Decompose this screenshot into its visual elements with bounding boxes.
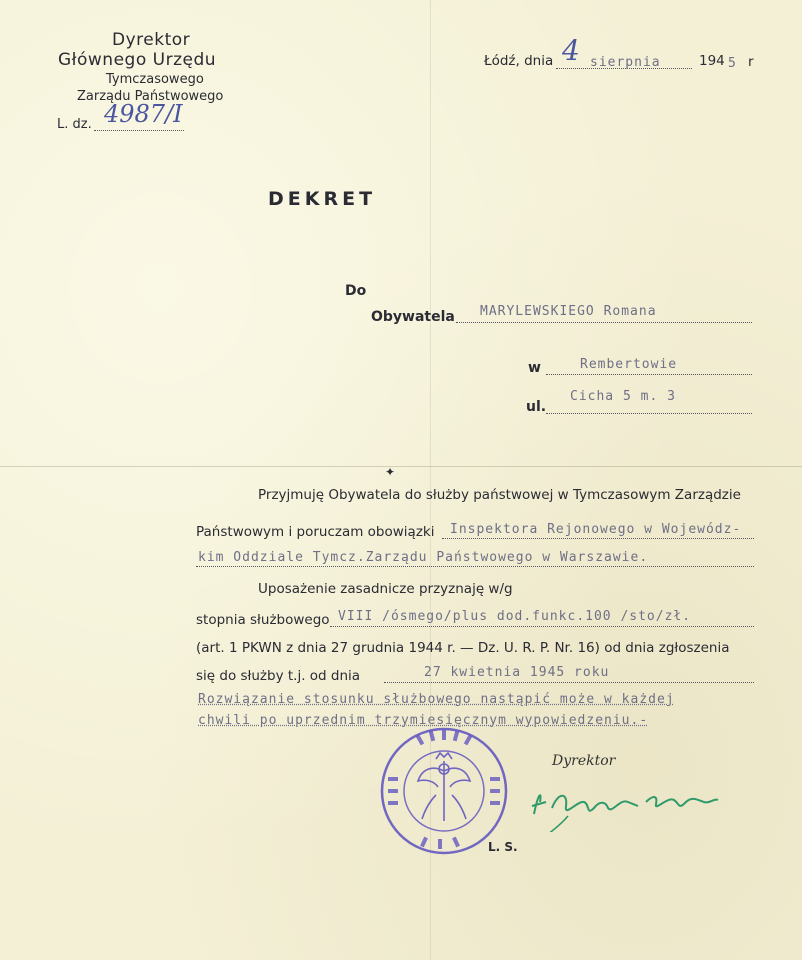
date-place: Łódź, dnia bbox=[484, 53, 554, 69]
ref-line bbox=[94, 130, 184, 131]
date-suffix: r bbox=[748, 54, 754, 70]
duties-line-2 bbox=[196, 566, 754, 567]
citizen-name: MARYLEWSKIEGO Romana bbox=[480, 304, 657, 319]
header-administration: Zarządu Państwowego bbox=[77, 89, 224, 104]
ref-number: 4987/I bbox=[104, 100, 183, 128]
street-label: ul. bbox=[526, 399, 547, 415]
header-temporary: Tymczasowego bbox=[106, 72, 204, 87]
document-title: DEKRET bbox=[268, 188, 377, 210]
date-day: 4 bbox=[562, 34, 580, 67]
town-line bbox=[546, 374, 752, 375]
official-seal bbox=[378, 725, 510, 857]
date-year-prefix: 194 bbox=[699, 53, 725, 69]
to-label: Do bbox=[345, 283, 367, 299]
duties-text-2: kim Oddziale Tymcz.Zarządu Państwowego w Warszawie. bbox=[198, 550, 649, 565]
legal-basis: (art. 1 PKWN z dnia 27 grudnia 1944 r. — Dz. U. R. P. Nr. 16) od dnia zgłoszenia bbox=[196, 640, 730, 656]
signatory-title: Dyrektor bbox=[552, 753, 616, 769]
termination-note-2: chwili po uprzednim trzymiesięcznym wypowiedzeniu.- bbox=[198, 713, 649, 728]
grade-line bbox=[330, 626, 754, 627]
seal-place-label: L. S. bbox=[488, 840, 518, 854]
town-label: w bbox=[528, 360, 541, 376]
start-date-label: się do służby t.j. od dnia bbox=[196, 668, 361, 684]
salary-heading: Uposażenie zasadnicze przyznaję w/g bbox=[258, 581, 513, 597]
grade-value: VIII /ósmego/plus dod.funkc.100 /sto/zł. bbox=[338, 609, 692, 624]
duties-text-1: Inspektora Rejonowego w Wojewódz- bbox=[450, 522, 742, 537]
street-value: Cicha 5 m. 3 bbox=[570, 389, 676, 404]
body-line-2-label: Państwowym i poruczam obowiązki bbox=[196, 524, 435, 540]
citizen-line bbox=[456, 322, 752, 323]
date-year-suffix: 5 bbox=[728, 56, 737, 71]
duties-line-1 bbox=[442, 538, 754, 539]
ref-label: L. dz. bbox=[57, 117, 92, 132]
header-director: Dyrektor bbox=[112, 30, 191, 50]
header-office: Głównego Urzędu bbox=[58, 50, 217, 70]
date-month: sierpnia bbox=[590, 55, 661, 70]
street-line bbox=[546, 413, 752, 414]
start-date-value: 27 kwietnia 1945 roku bbox=[424, 665, 610, 680]
citizen-label: Obywatela bbox=[371, 309, 455, 325]
start-date-line bbox=[384, 682, 754, 683]
grade-label: stopnia służbowego bbox=[196, 612, 330, 628]
town-value: Rembertowie bbox=[580, 357, 678, 372]
divider-star-icon: ✦ bbox=[385, 465, 396, 479]
paper-fold bbox=[0, 466, 802, 467]
director-signature bbox=[528, 772, 728, 832]
body-line-1: Przyjmuję Obywatela do służby państwowej w Tymczasowym Zarządzie bbox=[258, 487, 741, 503]
termination-note-1: Rozwiązanie stosunku służbowego nastąpić może w każdej bbox=[198, 692, 675, 707]
